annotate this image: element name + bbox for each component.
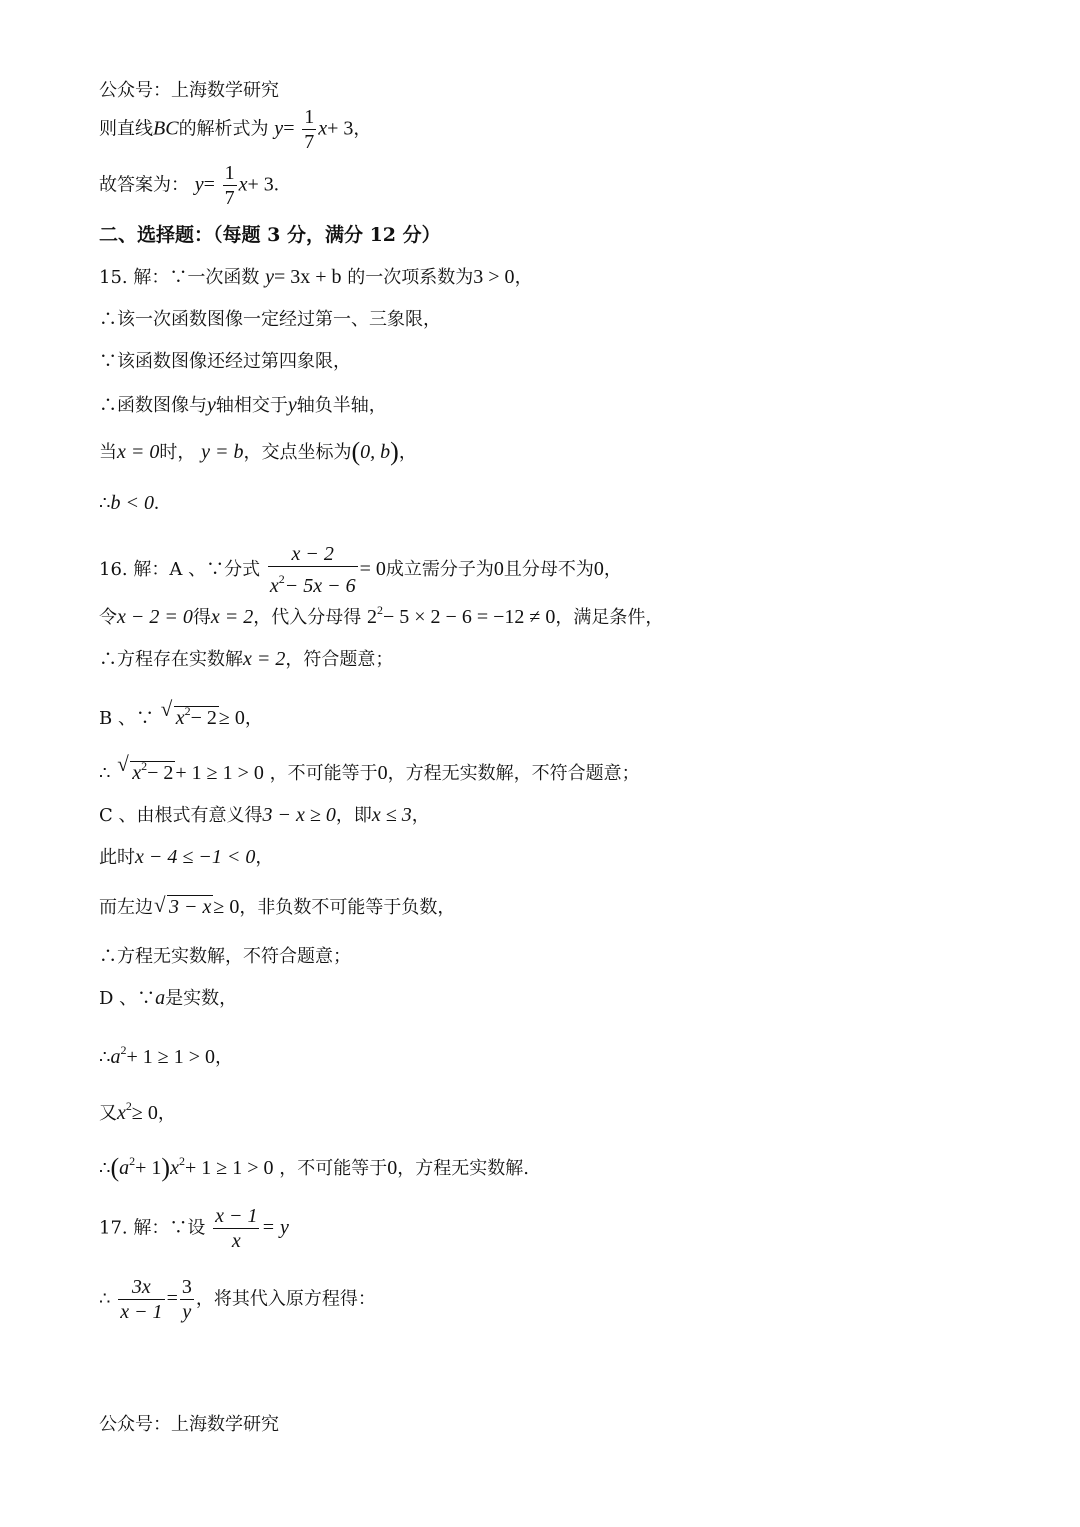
q15-line3: ∵该函数图像还经过第四象限， bbox=[99, 351, 351, 372]
q16-line3: ∴方程存在实数解x = 2，符合题意； bbox=[99, 648, 394, 670]
sqrt-x2-minus-2-b: √ $x^2- 2$ bbox=[118, 754, 175, 785]
line-bc-expression: 则直线BC的解析式为 y= $\frac{1}{7}$ x+ 3， bbox=[99, 106, 372, 153]
q16-line5: ∴ √ $x^2- 2 + 1 \ge 1 > 0$ ，不可能等于0，方程无实数解，不符合题意； bbox=[99, 754, 640, 786]
fraction-3-over-y: $\frac{3}{y}$ bbox=[181, 1276, 192, 1323]
q16-line1: 16. 解：A 、∵分式 $\frac{x - 2}{x^2- 5x - 6}$ = 0成立需分子为0且分母不为0， bbox=[99, 543, 622, 597]
header-account: 公众号：上海数学研究 bbox=[99, 80, 279, 101]
q17-line2: ∴ $\frac{3x}{x - 1}$ = $\frac{3}{y}$ ，将其代入原方程得： bbox=[99, 1276, 376, 1323]
q16-line11: $\therefore a^2+ 1 \ge 1 > 0$， bbox=[99, 1043, 233, 1068]
q16-line12: 又$x^2\ge 0$， bbox=[99, 1099, 176, 1124]
q17-line1: 17. 解：∵设 $\frac{x - 1}{x}$ = y bbox=[99, 1205, 289, 1252]
q16-line4: B 、∵ √ $x^2- 2 \ge 0$， bbox=[99, 699, 263, 731]
q16-line9: ∴方程无实数解，不符合题意； bbox=[99, 946, 351, 967]
q16-line7: 此时x − 4 ≤ −1 < 0， bbox=[99, 846, 274, 868]
fraction-one-seventh-answer: $\frac{1}{7}$ bbox=[224, 162, 235, 209]
fraction-3x-over-xm1: $\frac{3x}{x - 1}$ bbox=[120, 1276, 163, 1323]
q16-line2: 令x − 2 = 0得x = 2，代入分母得 $2^2- 5 \times 2 - 6 = -12 \ne 0$，满足条件， bbox=[99, 603, 664, 628]
q15-line2: ∴该一次函数图像一定经过第一、三象限， bbox=[99, 309, 441, 330]
q16-line8: 而左边√ 3 − x ≥ 0，非负数不可能等于负数， bbox=[99, 895, 455, 920]
footer-account: 公众号：上海数学研究 bbox=[99, 1414, 279, 1435]
q15-line1: 15. 解：∵一次函数 y= 3x + b 的一次项系数为3 > 0， bbox=[99, 266, 533, 288]
q16-line10: D 、∵a是实数， bbox=[99, 987, 238, 1009]
section-heading-choice: 二、选择题：（每题 3 分，满分 12 分） bbox=[99, 224, 441, 246]
fraction-q17-sub: $\frac{x - 1}{x}$ bbox=[215, 1205, 258, 1252]
q15-line5: 当x = 0时， y = b，交点坐标为(0, b)， bbox=[99, 437, 417, 466]
q15-line4: ∴函数图像与y轴相交于y轴负半轴， bbox=[99, 394, 387, 416]
q16-line13: $\therefore(a^2+ 1)x^2+ 1 \ge 1 > 0$ ，不可能等于0，方程无实数解. bbox=[99, 1153, 529, 1182]
sqrt-x2-minus-2: √ $x^2- 2$ bbox=[162, 699, 219, 730]
fraction-q16: $\frac{x - 2}{x^2- 5x - 6}$ bbox=[269, 543, 356, 597]
sqrt-3-minus-x: √ 3 − x bbox=[155, 895, 213, 919]
answer-line: 故答案为： y= $\frac{1}{7}$ x+ 3. bbox=[99, 162, 279, 209]
q15-line6: ∴b < 0. bbox=[99, 492, 159, 514]
fraction-one-seventh: $\frac{1}{7}$ bbox=[304, 106, 315, 153]
q16-line6: C 、由根式有意义得3 − x ≥ 0，即x ≤ 3， bbox=[99, 804, 430, 826]
